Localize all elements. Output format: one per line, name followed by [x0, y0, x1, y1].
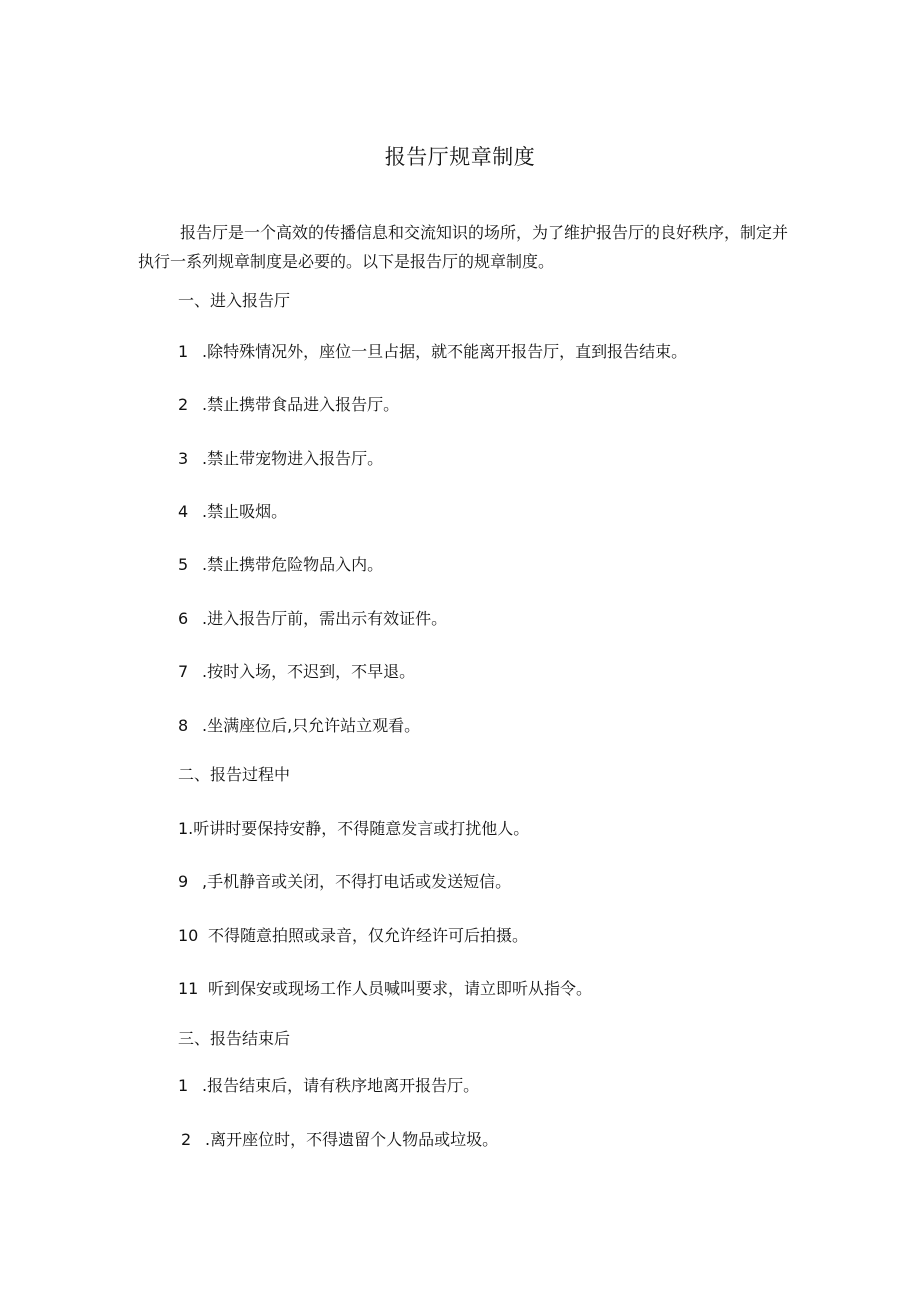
list-item [178, 925, 528, 947]
list-item [178, 1075, 479, 1097]
item-number: 4 [178, 502, 189, 521]
item-number: 7 [178, 662, 189, 681]
item-number: 5 [178, 555, 189, 574]
item-number: 9 [178, 872, 189, 891]
page-title: 报告厅规章制度 [384, 145, 536, 169]
section-heading-enter: 一、进入报告厅 [178, 291, 291, 310]
item-text: 不得随意拍照或录音，仅允许经许可后拍摄。 [208, 926, 529, 945]
item-text: .禁止携带食品进入报告厅。 [202, 395, 400, 414]
list-item [178, 501, 287, 523]
item-text: .禁止吸烟。 [202, 502, 288, 521]
list-item [178, 554, 383, 576]
list-item [178, 608, 447, 630]
item-number: 6 [178, 609, 189, 628]
item-number: 2 [181, 1130, 192, 1149]
item-number: 1 [178, 1076, 189, 1095]
list-item [178, 394, 399, 416]
item-text: .进入报告厅前，需出示有效证件。 [202, 609, 448, 628]
item-number: 10 [178, 926, 199, 945]
item-text: .离开座位时，不得遗留个人物品或垃圾。 [205, 1130, 499, 1149]
list-item [178, 871, 511, 893]
item-text: .按时入场，不迟到，不早退。 [202, 662, 416, 681]
item-text: 听到保安或现场工作人员喊叫要求，请立即听从指令。 [208, 979, 593, 998]
section-heading-during: 二、报告过程中 [178, 765, 291, 784]
list-item [178, 661, 415, 683]
list-item [178, 341, 687, 363]
item-text: .禁止携带危险物品入内。 [202, 555, 384, 574]
list-item [181, 1129, 498, 1151]
item-number: 11 [178, 979, 199, 998]
list-item [178, 448, 383, 470]
item-text: .禁止带宠物进入报告厅。 [202, 449, 384, 468]
item-text: .除特殊情况外，座位一旦占据，就不能离开报告厅，直到报告结束。 [202, 342, 688, 361]
intro-paragraph: 报告厅是一个高效的传播信息和交流知识的场所，为了维护报告厅的良好秩序，制定并执行一系列规章制度是必要的。以下是报告厅的规章制度。 [138, 223, 789, 271]
item-text: 1.听讲时要保持安静，不得随意发言或打扰他人。 [178, 819, 530, 838]
list-item [178, 818, 529, 840]
item-text: .报告结束后，请有秩序地离开报告厅。 [202, 1076, 480, 1095]
item-text: .坐满座位后,只允许站立观看。 [202, 716, 421, 735]
section-heading-after: 三、报告结束后 [178, 1029, 291, 1048]
item-number: 2 [178, 395, 189, 414]
item-number: 3 [178, 449, 189, 468]
item-text: ,手机静音或关闭，不得打电话或发送短信。 [202, 872, 512, 891]
item-number: 8 [178, 716, 189, 735]
list-item [178, 978, 592, 1000]
list-item [178, 715, 420, 737]
item-number: 1 [178, 342, 189, 361]
